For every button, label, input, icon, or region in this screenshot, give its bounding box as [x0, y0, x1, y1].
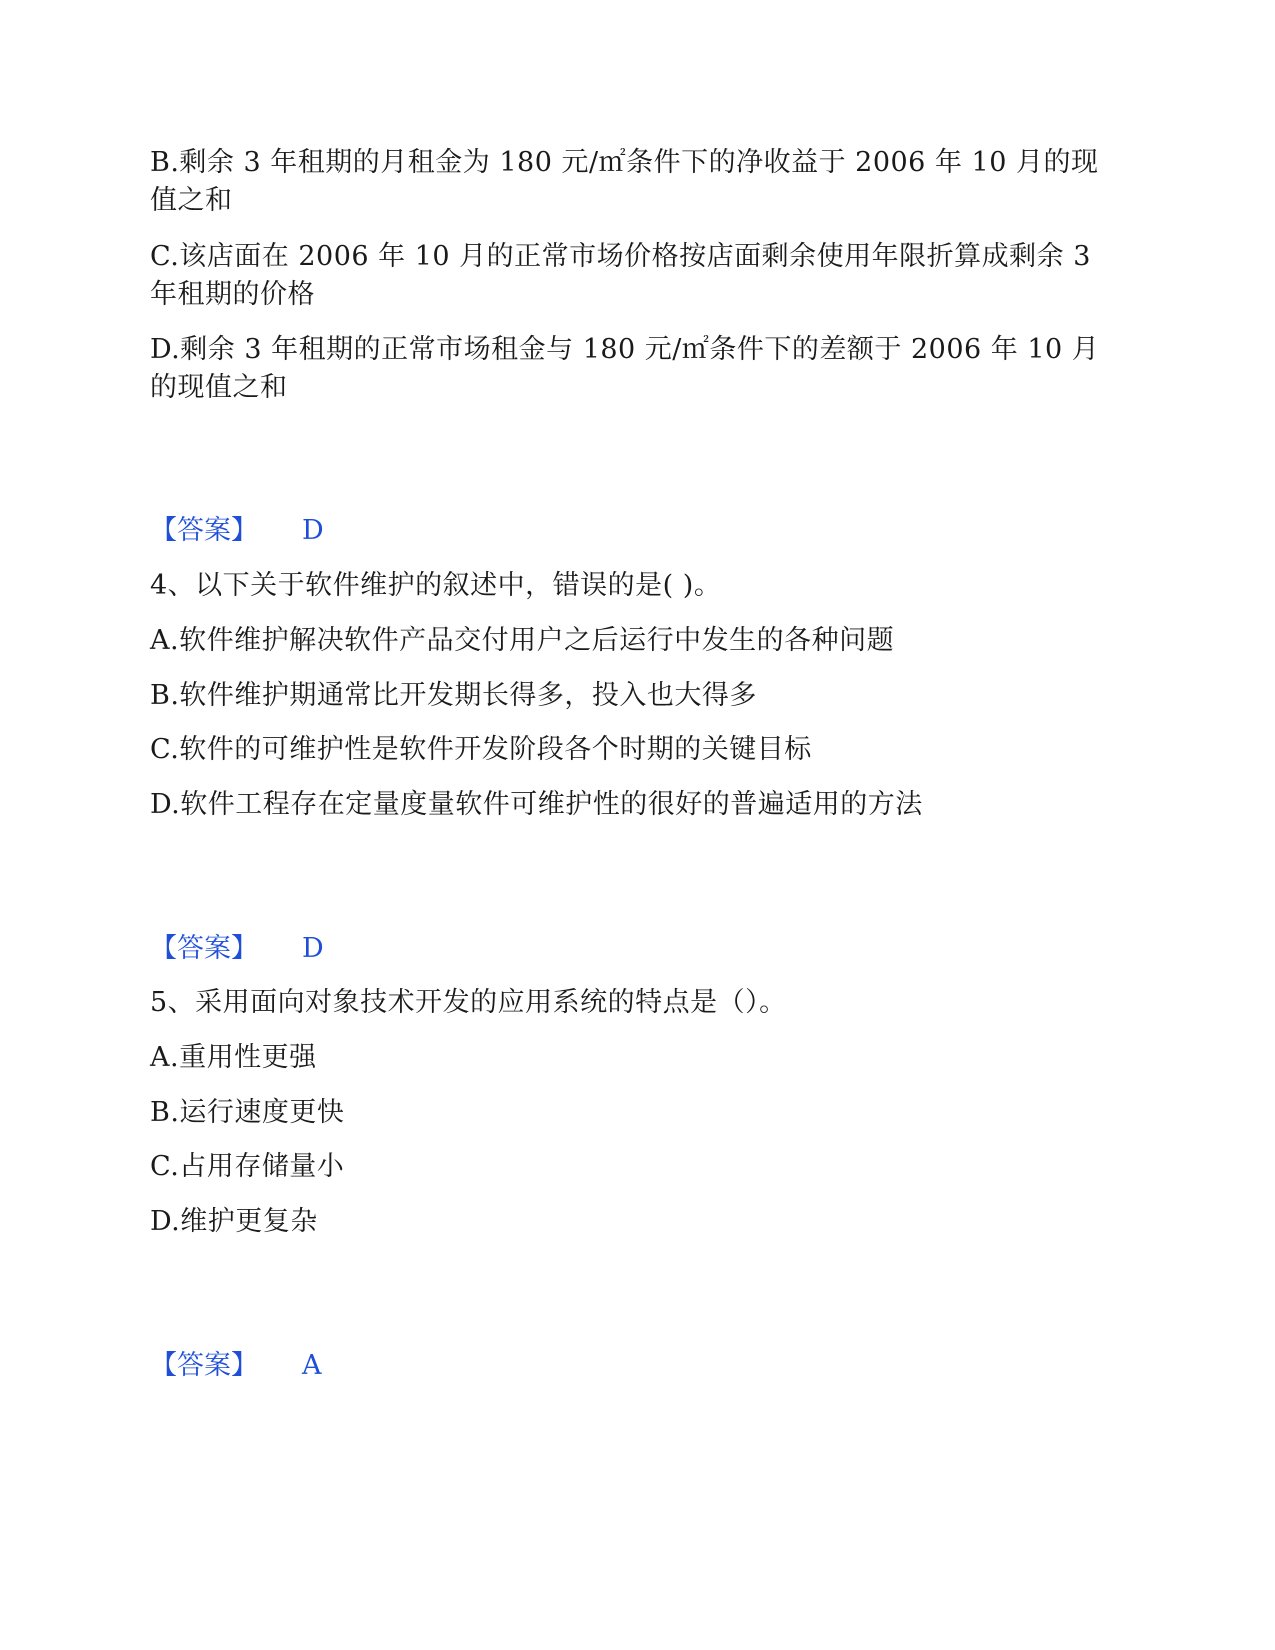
answer-label: 【答案】: [150, 933, 258, 964]
q5-option-c: C.占用存储量小: [150, 1151, 345, 1182]
q5-option-b: B.运行速度更快: [150, 1097, 345, 1128]
answer-value: A: [302, 1350, 322, 1381]
q4-option-a: A.软件维护解决软件产品交付用户之后运行中发生的各种问题: [150, 625, 895, 656]
q4-option-b: B.软件维护期通常比开发期长得多，投入也大得多: [150, 680, 757, 711]
q3-answer: [150, 511, 324, 551]
q3-option-b-line1: B.剩余 3 年租期的月租金为 180 元/㎡条件下的净收益于 2006 年 10 月的现: [150, 147, 1099, 178]
q3-option-c-line1: C.该店面在 2006 年 10 月的正常市场价格按店面剩余使用年限折算成剩余 3: [150, 241, 1091, 272]
answer-label: 【答案】: [150, 1350, 258, 1381]
q4-option-d: D.软件工程存在定量度量软件可维护性的很好的普遍适用的方法: [150, 789, 923, 820]
q4-option-c: C.软件的可维护性是软件开发阶段各个时期的关键目标: [150, 734, 812, 765]
q5-option-a: A.重用性更强: [150, 1042, 317, 1073]
q3-option-b-line2: 值之和: [150, 185, 233, 216]
answer-label: 【答案】: [150, 515, 258, 546]
q3-option-d-line2: 的现值之和: [150, 372, 288, 403]
answer-value: D: [302, 933, 324, 964]
q3-option-c-line2: 年租期的价格: [150, 279, 315, 310]
answer-value: D: [302, 515, 324, 546]
q4-question: 4、以下关于软件维护的叙述中，错误的是( )。: [150, 570, 722, 601]
q4-answer: [150, 929, 324, 969]
q5-option-d: D.维护更复杂: [150, 1206, 318, 1237]
q5-question: 5、采用面向对象技术开发的应用系统的特点是（）。: [150, 987, 787, 1018]
q3-option-d-line1: D.剩余 3 年租期的正常市场租金与 180 元/㎡条件下的差额于 2006 年 10 月: [150, 334, 1100, 365]
q5-answer: [150, 1346, 322, 1386]
